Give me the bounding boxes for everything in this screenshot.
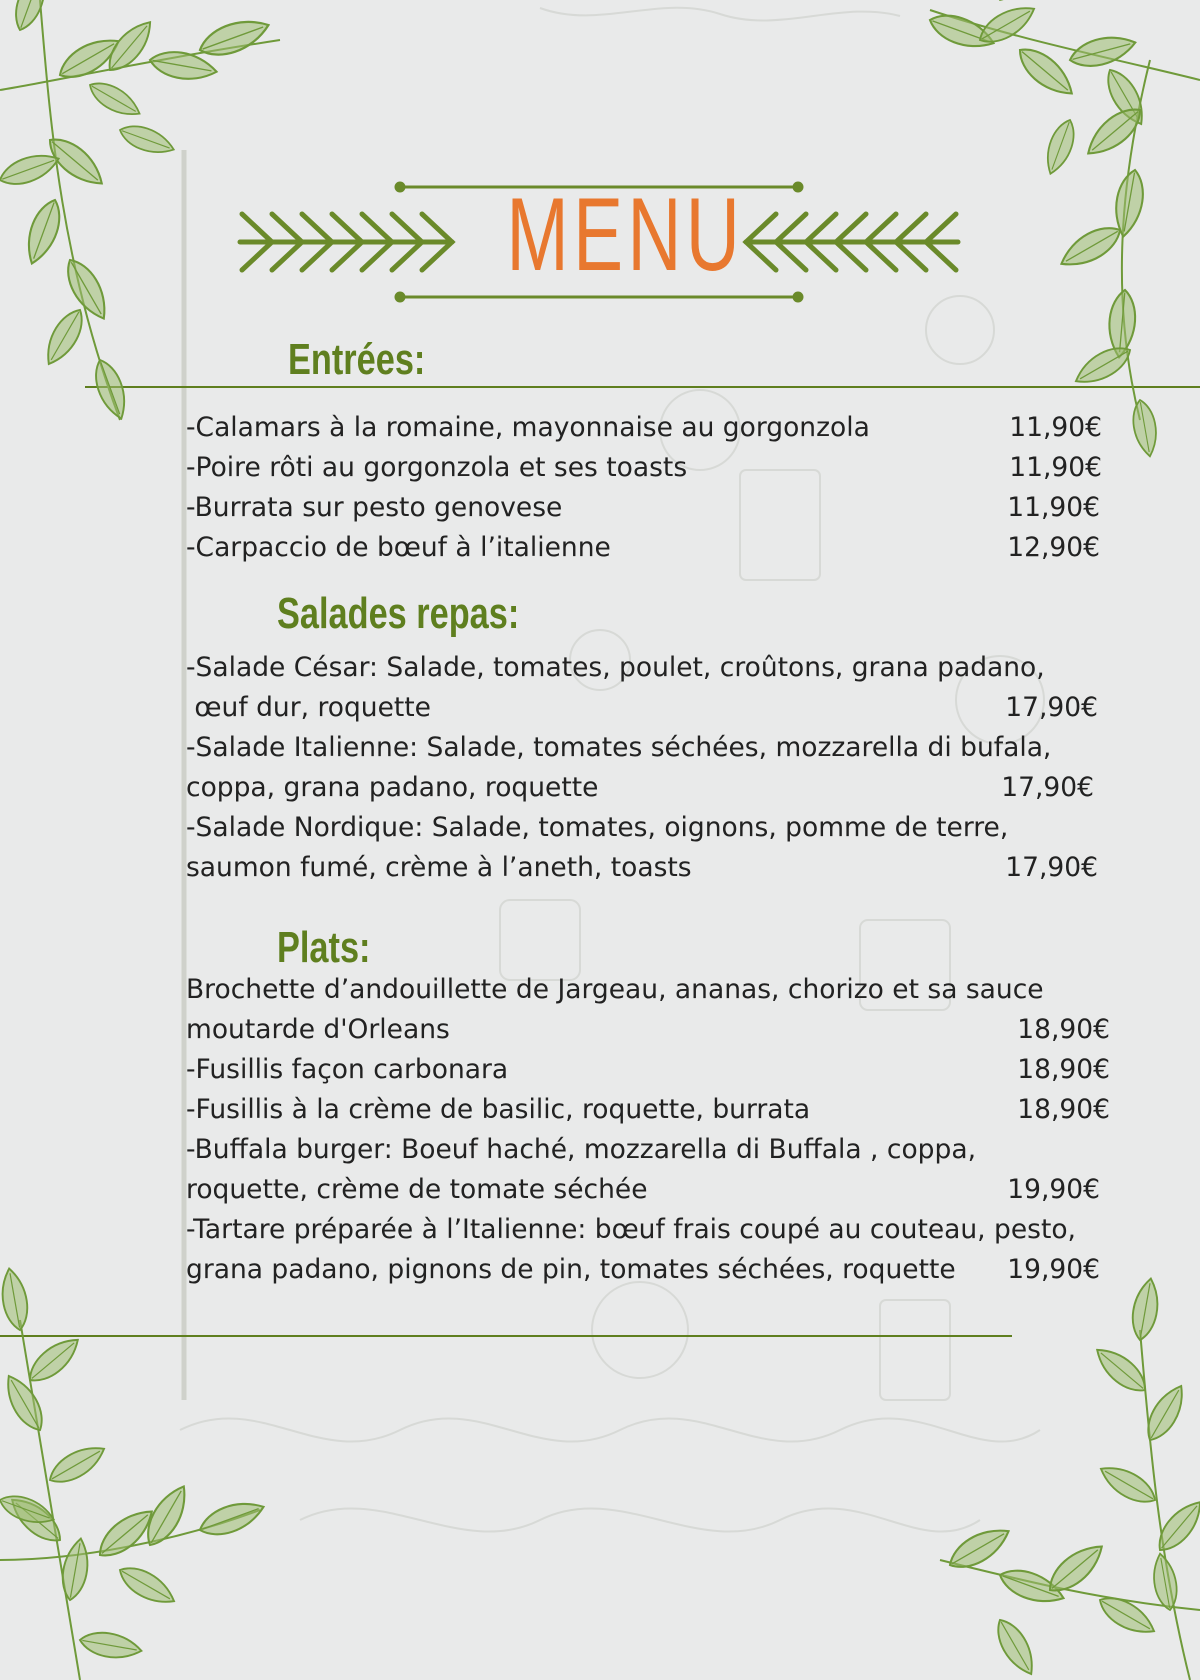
plat-line: -Fusillis à la crème de basilic, roquette, burrata — [186, 1094, 811, 1125]
salade-line: œuf dur, roquette — [186, 692, 431, 723]
entree-price: 11,90€ — [1007, 492, 1100, 523]
entree-price: 11,90€ — [1009, 412, 1102, 443]
plat-line: moutarde d'Orleans — [186, 1014, 450, 1045]
plat-line: -Tartare préparée à l’Italienne: bœuf frais coupé au couteau, pesto, — [186, 1214, 1076, 1245]
plat-line: grana padano, pignons de pin, tomates séchées, roquette — [186, 1254, 956, 1285]
plat-price: 18,90€ — [1017, 1054, 1110, 1085]
salade-line: -Salade Italienne: Salade, tomates séchées, mozzarella di bufala, — [186, 732, 1052, 763]
plat-line: roquette, crème de tomate séchée — [186, 1174, 648, 1205]
plat-price: 18,90€ — [1017, 1014, 1110, 1045]
entree-line: -Calamars à la romaine, mayonnaise au gorgonzola — [186, 412, 870, 443]
entree-line: -Burrata sur pesto genovese — [186, 492, 563, 523]
plat-line: -Buffala burger: Boeuf haché, mozzarella di Buffala , coppa, — [186, 1134, 976, 1165]
plat-price: 18,90€ — [1017, 1094, 1110, 1125]
salade-price: 17,90€ — [1001, 772, 1094, 803]
heading-entrees: Entrées: — [288, 335, 426, 384]
entree-price: 12,90€ — [1007, 532, 1100, 563]
salade-line: coppa, grana padano, roquette — [186, 772, 599, 803]
plat-price: 19,90€ — [1007, 1254, 1100, 1285]
plat-line: -Fusillis façon carbonara — [186, 1054, 509, 1085]
salade-price: 17,90€ — [1005, 852, 1098, 883]
salade-line: -Salade Nordique: Salade, tomates, oignons, pomme de terre, — [186, 812, 1009, 843]
menu-title: MENU — [506, 177, 745, 293]
heading-plats: Plats: — [277, 923, 371, 972]
entree-line: -Carpaccio de bœuf à l’italienne — [186, 532, 611, 563]
salade-price: 17,90€ — [1005, 692, 1098, 723]
entree-line: -Poire rôti au gorgonzola et ses toasts — [186, 452, 688, 483]
plat-line: Brochette d’andouillette de Jargeau, ananas, chorizo et sa sauce — [186, 974, 1044, 1005]
salade-line: -Salade César: Salade, tomates, poulet, croûtons, grana padano, — [186, 652, 1045, 683]
salade-line: saumon fumé, crème à l’aneth, toasts — [186, 852, 692, 883]
heading-salades: Salades repas: — [277, 589, 520, 638]
plat-price: 19,90€ — [1007, 1174, 1100, 1205]
entree-price: 11,90€ — [1009, 452, 1102, 483]
